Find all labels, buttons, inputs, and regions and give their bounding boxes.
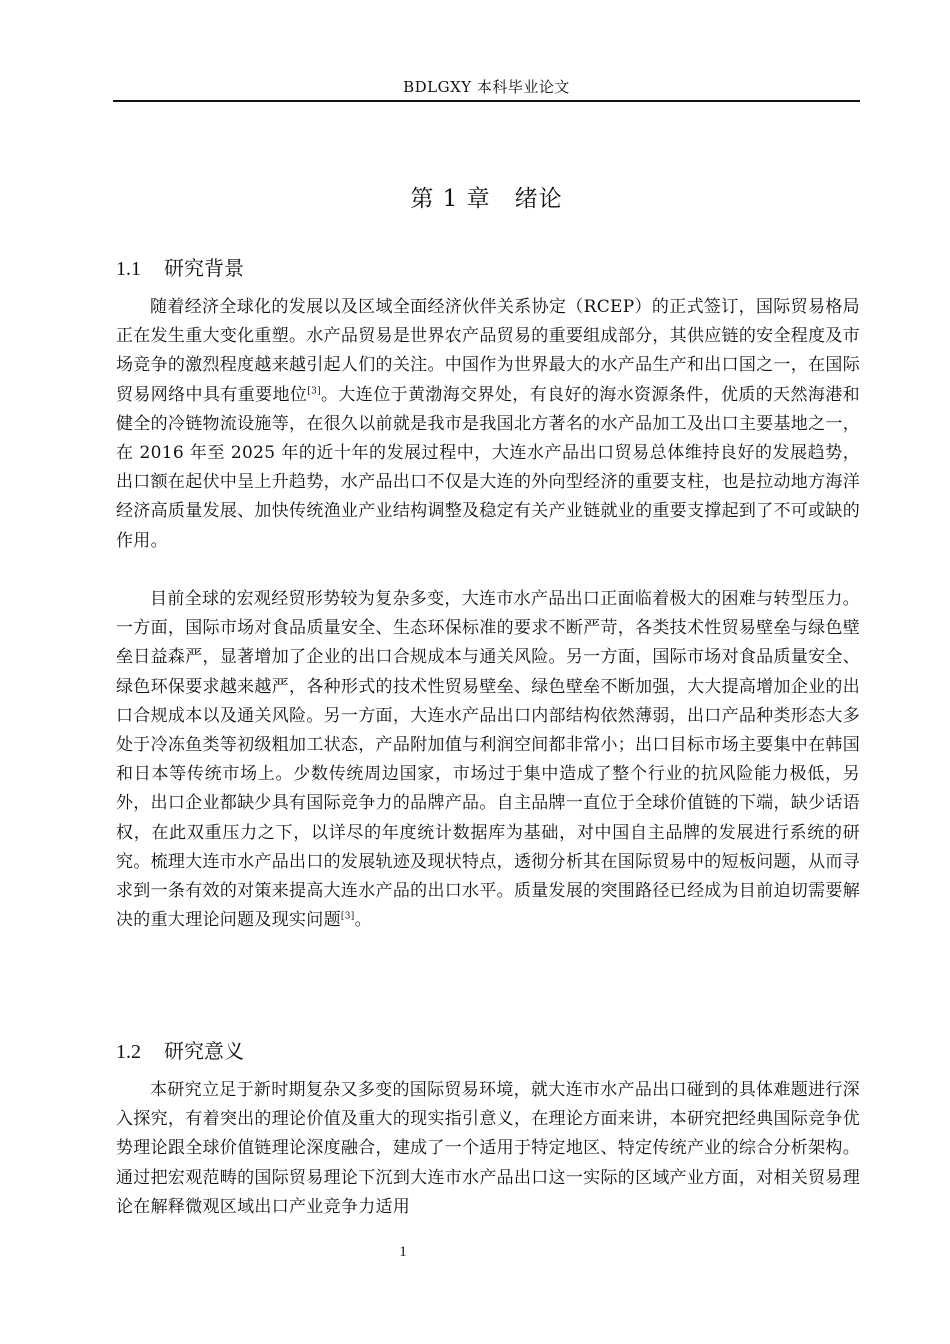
header-rule [113,100,860,102]
section-title: 研究背景 [164,256,244,280]
paragraph-text: 。 [354,910,372,931]
paragraph-text: 本研究立足于新时期复杂又多变的国际贸易环境，就大连市水产品出口碰到的具体难题进行深入探究，有着突出的理论价值及重大的现实指引意义，在理论方面来讲，本研究把经典国际竞争优势理论跟全球价值链理论深度融合，建成了一个适用于特定地区、特定传统产业的综合分析架构。通过把宏观范畴的国际贸易理论下沉到大连市水产品出口这一实际的区域产业方面，对相关贸易理论在解释微观区域出口产业竞争力适用 [116,1080,860,1217]
chapter-title: 第 1 章 绪论 [410,186,563,212]
paragraph-background-1 [116,293,860,556]
citation: [3] [307,385,321,396]
section-heading-1-2 [116,1035,244,1064]
section-number: 1.2 [116,1041,141,1063]
section-number: 1.1 [116,258,141,280]
running-header: BDLGXY 本科毕业论文 [403,78,570,96]
section-title: 研究意义 [164,1039,244,1063]
paragraph-text: 。大连位于黄渤海交界处，有良好的海水资源条件，优质的天然海港和健全的冷链物流设施等，在很久以前就是我市是我国北方著名的水产品加工及出口主要基地之一，在 2016 年至 2025 年的近十年的发展过程中，大连水产品出口贸易总体维持良好的发展趋势，出口额在起伏中呈上升趋势，水产品出口不仅是大连的外向型经济的重要支柱，也是拉动地方海洋经济高质量发展、加快传统渔业产业结构调整及稳定有关产业链就业的重要支撑起到了不可或缺的作用。 [116,384,860,551]
page-number: 1 [399,1244,407,1260]
paragraph-text: 随着经济全球化的发展以及区域全面经济伙伴关系协定（RCEP）的正式签订，国际贸易格局正在发生重大变化重塑。水产品贸易是世界农产品贸易的重要组成部分，其供应链的安全程度及市场竞争的激烈程度越来越引起人们的关注。中国作为世界最大的水产品生产和出口国之一，在国际贸易网络中具有重要地位 [116,297,860,405]
paragraph-significance-1 [116,1076,860,1222]
paragraph-background-2 [116,585,860,935]
paragraph-text: 目前全球的宏观经贸形势较为复杂多变，大连市水产品出口正面临着极大的困难与转型压力。一方面，国际市场对食品质量安全、生态环保标准的要求不断严苛，各类技术性贸易壁垒与绿色壁垒日益森严，显著增加了企业的出口合规成本与通关风险。另一方面，国际市场对食品质量安全、绿色环保要求越来越严，各种形式的技术性贸易壁垒、绿色壁垒不断加强，大大提高增加企业的出口合规成本以及通关风险。另一方面，大连水产品出口内部结构依然薄弱，出口产品种类形态大多处于冷冻鱼类等初级粗加工状态，产品附加值与利润空间都非常小；出口目标市场主要集中在韩国和日本等传统市场上。少数传统周边国家，市场过于集中造成了整个行业的抗风险能力极低，另外，出口企业都缺少具有国际竞争力的品牌产品。自主品牌一直位于全球价值链的下端，缺少话语权，在此双重压力之下，以详尽的年度统计数据库为基础，对中国自主品牌的发展进行系统的研究。梳理大连市水产品出口的发展轨迹及现状特点，透彻分析其在国际贸易中的短板问题，从而寻求到一条有效的对策来提高大连水产品的出口水平。质量发展的突围路径已经成为目前迫切需要解决的重大理论问题及现实问题 [116,589,860,931]
section-heading-1-1 [116,252,244,281]
citation: [3] [340,911,355,922]
